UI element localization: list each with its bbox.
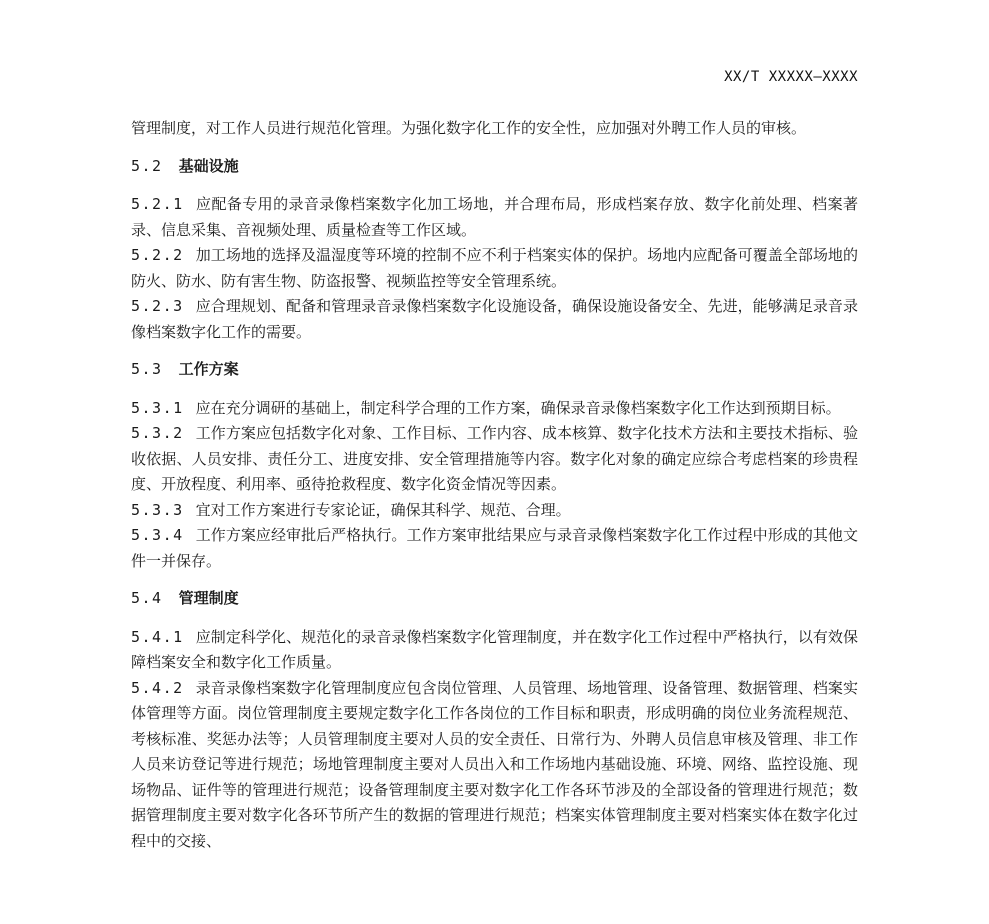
- clause-text: 宜对工作方案进行专家论证，确保其科学、规范、合理。: [195, 500, 571, 519]
- clause-5-2-3: [131, 294, 858, 345]
- section-number: 5.4: [131, 589, 163, 607]
- clause-text: 应合理规划、配备和管理录音录像档案数字化设施设备，确保设施设备安全、先进，能够满足录音录像档案数字化工作的需要。: [131, 297, 858, 341]
- clause-number: 5.4.1: [131, 627, 184, 646]
- clause-number: 5.3.1: [131, 398, 184, 417]
- clause-5-3-3: [131, 498, 858, 524]
- clause-5-4-1: [131, 625, 858, 676]
- section-heading-5-2: [131, 154, 858, 180]
- clause-5-4-2: [131, 676, 858, 855]
- clause-text: 应制定科学化、规范化的录音录像档案数字化管理制度，并在数字化工作过程中严格执行，以有效保障档案安全和数字化工作质量。: [131, 627, 858, 671]
- clause-number: 5.3.4: [131, 526, 184, 544]
- section-number: 5.2: [131, 156, 163, 175]
- clause-number: 5.2.3: [131, 297, 184, 315]
- clause-number: 5.3.3: [131, 500, 184, 519]
- clause-5-2-1: [131, 192, 858, 243]
- clause-text: 工作方案应包括数字化对象、工作目标、工作内容、成本核算、数字化技术方法和主要技术指标、验收依据、人员安排、责任分工、进度安排、安全管理措施等内容。数字化对象的确定应综合考虑档案的珍贵程度、开放程度、利用率、亟待抢救程度、数字化资金情况等因素。: [131, 424, 858, 493]
- clause-number: 5.2.2: [131, 246, 184, 264]
- section-heading-5-4: [131, 586, 858, 612]
- section-title: 基础设施: [178, 156, 239, 175]
- clause-text: 加工场地的选择及温湿度等环境的控制不应不利于档案实体的保护。场地内应配备可覆盖全部场地的防火、防水、防有害生物、防盗报警、视频监控等安全管理系统。: [131, 246, 858, 290]
- clause-text: 录音录像档案数字化管理制度应包含岗位管理、人员管理、场地管理、设备管理、数据管理、档案实体管理等方面。岗位管理制度主要规定数字化工作各岗位的工作目标和职责，形成明确的岗位业务流程规范、考核标准、奖惩办法等；人员管理制度主要对人员的安全责任、日常行为、外聘人员信息审核及管理、非工作人员来访登记等进行规范；场地管理制度主要对人员出入和工作场地内基础设施、环境、网络、监控设施、现场物品、证件等的管理进行规范；设备管理制度主要对数字化工作各环节涉及的全部设备的管理进行规范；数据管理制度主要对数字化各环节所产生的数据的管理进行规范；档案实体管理制度主要对档案实体在数字化过程中的交接、: [131, 678, 858, 850]
- section-title: 工作方案: [178, 360, 239, 378]
- clause-text: 应配备专用的录音录像档案数字化加工场地，并合理布局，形成档案存放、数字化前处理、档案著录、信息采集、音视频处理、质量检查等工作区域。: [131, 195, 858, 239]
- clause-text: 工作方案应经审批后严格执行。工作方案审批结果应与录音录像档案数字化工作过程中形成的其他文件一并保存。: [131, 526, 858, 570]
- clause-number: 5.4.2: [131, 678, 184, 697]
- clause-number: 5.3.2: [131, 424, 184, 442]
- clause-5-3-4: [131, 523, 858, 574]
- intro-paragraph: 管理制度，对工作人员进行规范化管理。为强化数字化工作的安全性，应加强对外聘工作人员的审核。: [131, 119, 807, 137]
- clause-number: 5.2.1: [131, 195, 184, 213]
- standard-code: XX/T XXXXX—XXXX: [724, 69, 858, 85]
- clause-5-3-2: [131, 421, 858, 498]
- clause-text: 应在充分调研的基础上，制定科学合理的工作方案，确保录音录像档案数字化工作达到预期目标。: [195, 398, 841, 417]
- section-title: 管理制度: [178, 589, 239, 607]
- clause-5-3-1: [131, 396, 858, 422]
- document-body: [131, 116, 858, 854]
- clause-5-2-2: [131, 243, 858, 294]
- section-number: 5.3: [131, 360, 163, 378]
- section-heading-5-3: [131, 357, 858, 383]
